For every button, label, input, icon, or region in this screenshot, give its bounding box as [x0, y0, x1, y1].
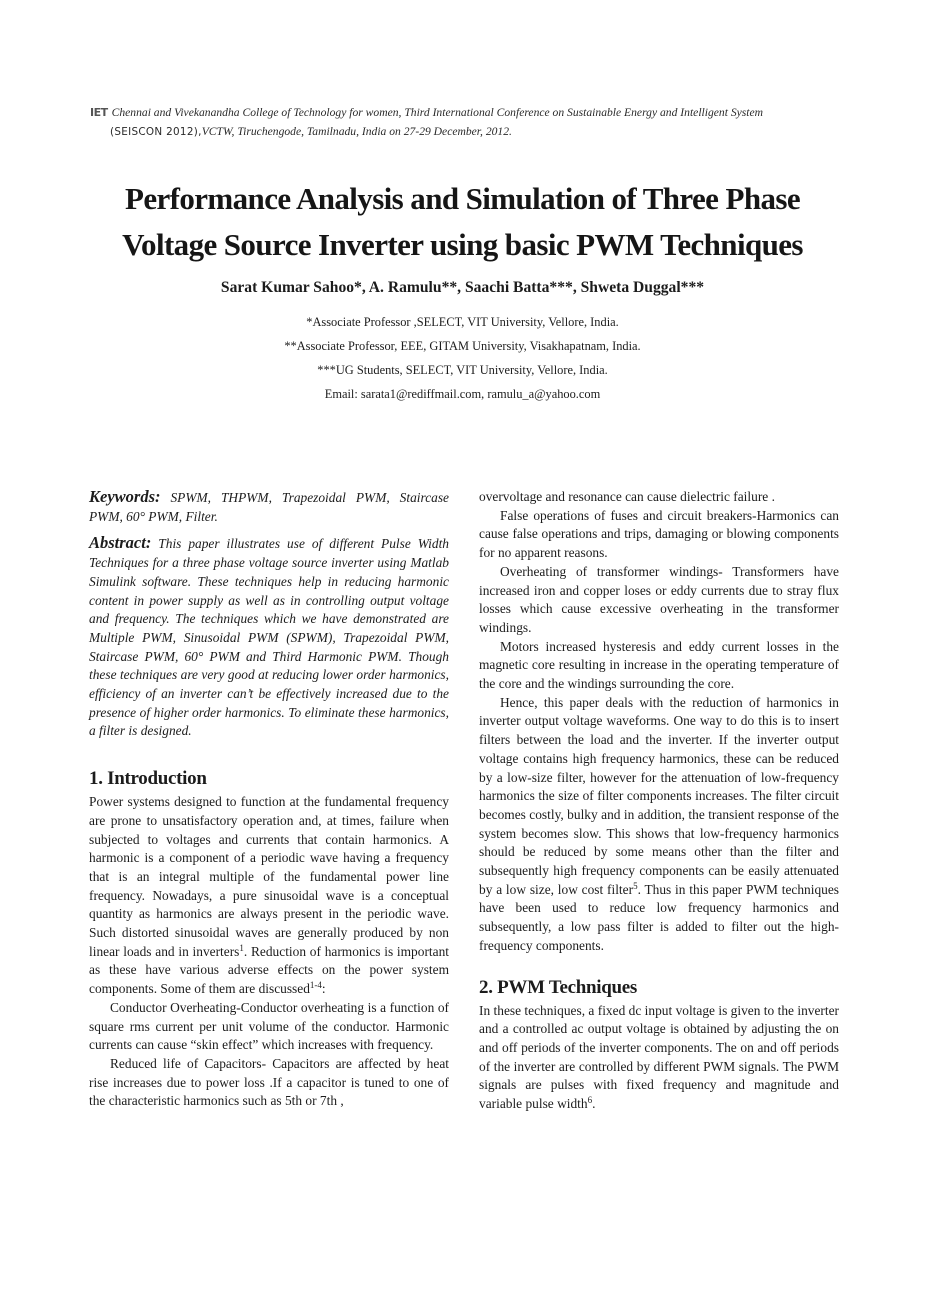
abstract-text: This paper illustrates use of different Pulse Width Techniques for a three phase voltage source inverter using Matlab Simulink software. These techniques help in reducing harmonic content in power supply as well as in controlling output voltage and frequency. The techniques which we have demonstrated are Multiple PWM, Sinusoidal PWM (SPWM), Trapezoidal PWM, Staircase PWM, 60° PWM and Third Harmonic PWM. Though these techniques are very good at reducing lower order harmonics, efficiency of an inverter can’t be effectively increased due to the presence of higher order harmonics. To eliminate these harmonics, a filter is designed.	[89, 536, 449, 739]
citation-1-4: 1-4	[309, 980, 322, 991]
citation-6: 6	[587, 1095, 593, 1106]
author-emails: Email: sarata1@rediffmail.com, ramulu_a@yahoo.com	[324, 387, 601, 401]
intro-p1-text: Power systems designed to function at the fundamental frequency are prone to unsatisfactory operation and, at times, failure when subjected to voltages and currents that contain harmonics. A harmonic is a component of a periodic wave having a frequency that is an integral multiple of the fundamental power line frequency. Nowadays, a pure sinusoidal wave is a conceptual quantity as harmonics are always present in the periodic wave. Such distorted sinusoidal waves are generally produced by non linear loads and in inverters	[89, 794, 449, 959]
section-heading-introduction: 1. Introduction	[89, 768, 207, 790]
pwm-p1-end: .	[592, 1096, 596, 1112]
affiliations	[150, 310, 775, 406]
keywords	[89, 488, 449, 526]
abstract-label: Abstract:	[89, 533, 152, 553]
paragraph-overvoltage: overvoltage and resonance can cause dielectric failure .	[479, 489, 775, 504]
affiliation-3: ***UG Students, SELECT, VIT University, Vellore, India.	[317, 363, 608, 377]
pwm-p1-text: In these techniques, a fixed dc input voltage is given to the inverter and a controlled ac output voltage is obtained by adjusting the on and off periods of the inverter components. The on and off periods of the inverter are controlled by different PWM signals. The PWM signals are pulses with fixed frequency and magnitude and variable pulse width	[479, 1002, 839, 1112]
section-heading-pwm: 2. PWM Techniques	[479, 976, 638, 998]
paragraph-filters	[479, 694, 839, 956]
keywords-text: SPWM, THPWM, Trapezoidal PWM, Staircase PWM, 60° PWM, Filter.	[89, 490, 449, 524]
conference-line-2-wrap	[90, 122, 850, 142]
title-line-1: Performance Analysis and Simulation of Three Phase	[125, 181, 800, 216]
citation-1: 1	[239, 942, 244, 953]
paragraph-motors: Motors increased hysteresis and eddy current losses in the magnetic core resulting in increase in the operating temperature of the core and the windings surrounding the core.	[479, 638, 839, 692]
intro-paragraph-1	[89, 793, 449, 999]
affiliation-1: *Associate Professor ,SELECT, VIT University, Vellore, India.	[306, 315, 619, 329]
keywords-label: Keywords:	[89, 487, 161, 506]
title-line-2: Voltage Source Inverter using basic PWM Techniques	[122, 227, 803, 262]
abstract	[89, 534, 449, 741]
running-header	[90, 103, 850, 142]
paragraph-transformer-overheating: Overheating of transformer windings- Transformers have increased iron and copper loses or eddy currents due to stray flux losses which cause excessive overheating in the transformer windings.	[479, 563, 839, 635]
filters-text: Hence, this paper deals with the reduction of harmonics in inverter output voltage waveforms. One way to do this is to insert filters between the load and the inverter. If the inverter output voltage contains high frequency harmonics, these can be reduced by a low-size filter, however for the attenuation of low-frequency harmonics the size of filter components increases. The filter circuit becomes costly, bulky and in addition, the transient response of the system becomes slow. This shows that low-frequency harmonics should be reduced by some means other than the filter and subsequently high frequency components can be easily attenuated by a low size, low cost filter	[479, 694, 839, 897]
citation-5: 5	[633, 880, 638, 891]
intro-p1-tail: . Reduction of harmonics is important as these have various adverse effects on the power system components. Some of them are discussed	[89, 943, 449, 997]
affiliation-2: **Associate Professor, EEE, GITAM University, Visakhapatnam, India.	[284, 339, 641, 353]
conference-line-1: Chennai and Vivekanandha College of Technology for women, Third International Conference on Sustainable Energy and Intelligent System	[111, 106, 764, 119]
filters-tail: . Thus in this paper PWM techniques have been used to reduce low frequency harmonics and subsequently, a low pass filter is added to filter out the high-frequency components.	[479, 881, 839, 953]
paper-title	[60, 176, 865, 268]
conference-line-2: VCTW, Tiruchengode, Tamilnadu, India on 27-29 December, 2012.	[201, 125, 512, 138]
right-column	[479, 488, 839, 1114]
pwm-paragraph-1	[479, 1002, 839, 1114]
intro-p1-end: :	[321, 981, 326, 997]
author-list: Sarat Kumar Sahoo*, A. Ramulu**, Saachi Batta***, Shweta Duggal***	[220, 279, 705, 296]
left-column	[89, 488, 449, 1111]
intro-paragraph-conductor: Conductor Overheating-Conductor overheating is a function of square rms current per unit volume of the conductor. Harmonic currents can cause “skin effect” which increases with frequency.	[89, 999, 449, 1053]
paragraph-false-operations: False operations of fuses and circuit breakers-Harmonics can cause false operations and trips, damaging or blowing components for no apparent reasons.	[479, 507, 839, 561]
intro-paragraph-capacitors: Reduced life of Capacitors- Capacitors are affected by heat rise increases due to power loss .If a capacitor is tuned to one of the characteristic harmonics such as 5th or 7th ,	[89, 1055, 449, 1109]
iet-logo: IET	[90, 106, 108, 119]
conference-short-name: (SEISCON 2012),	[110, 126, 202, 138]
